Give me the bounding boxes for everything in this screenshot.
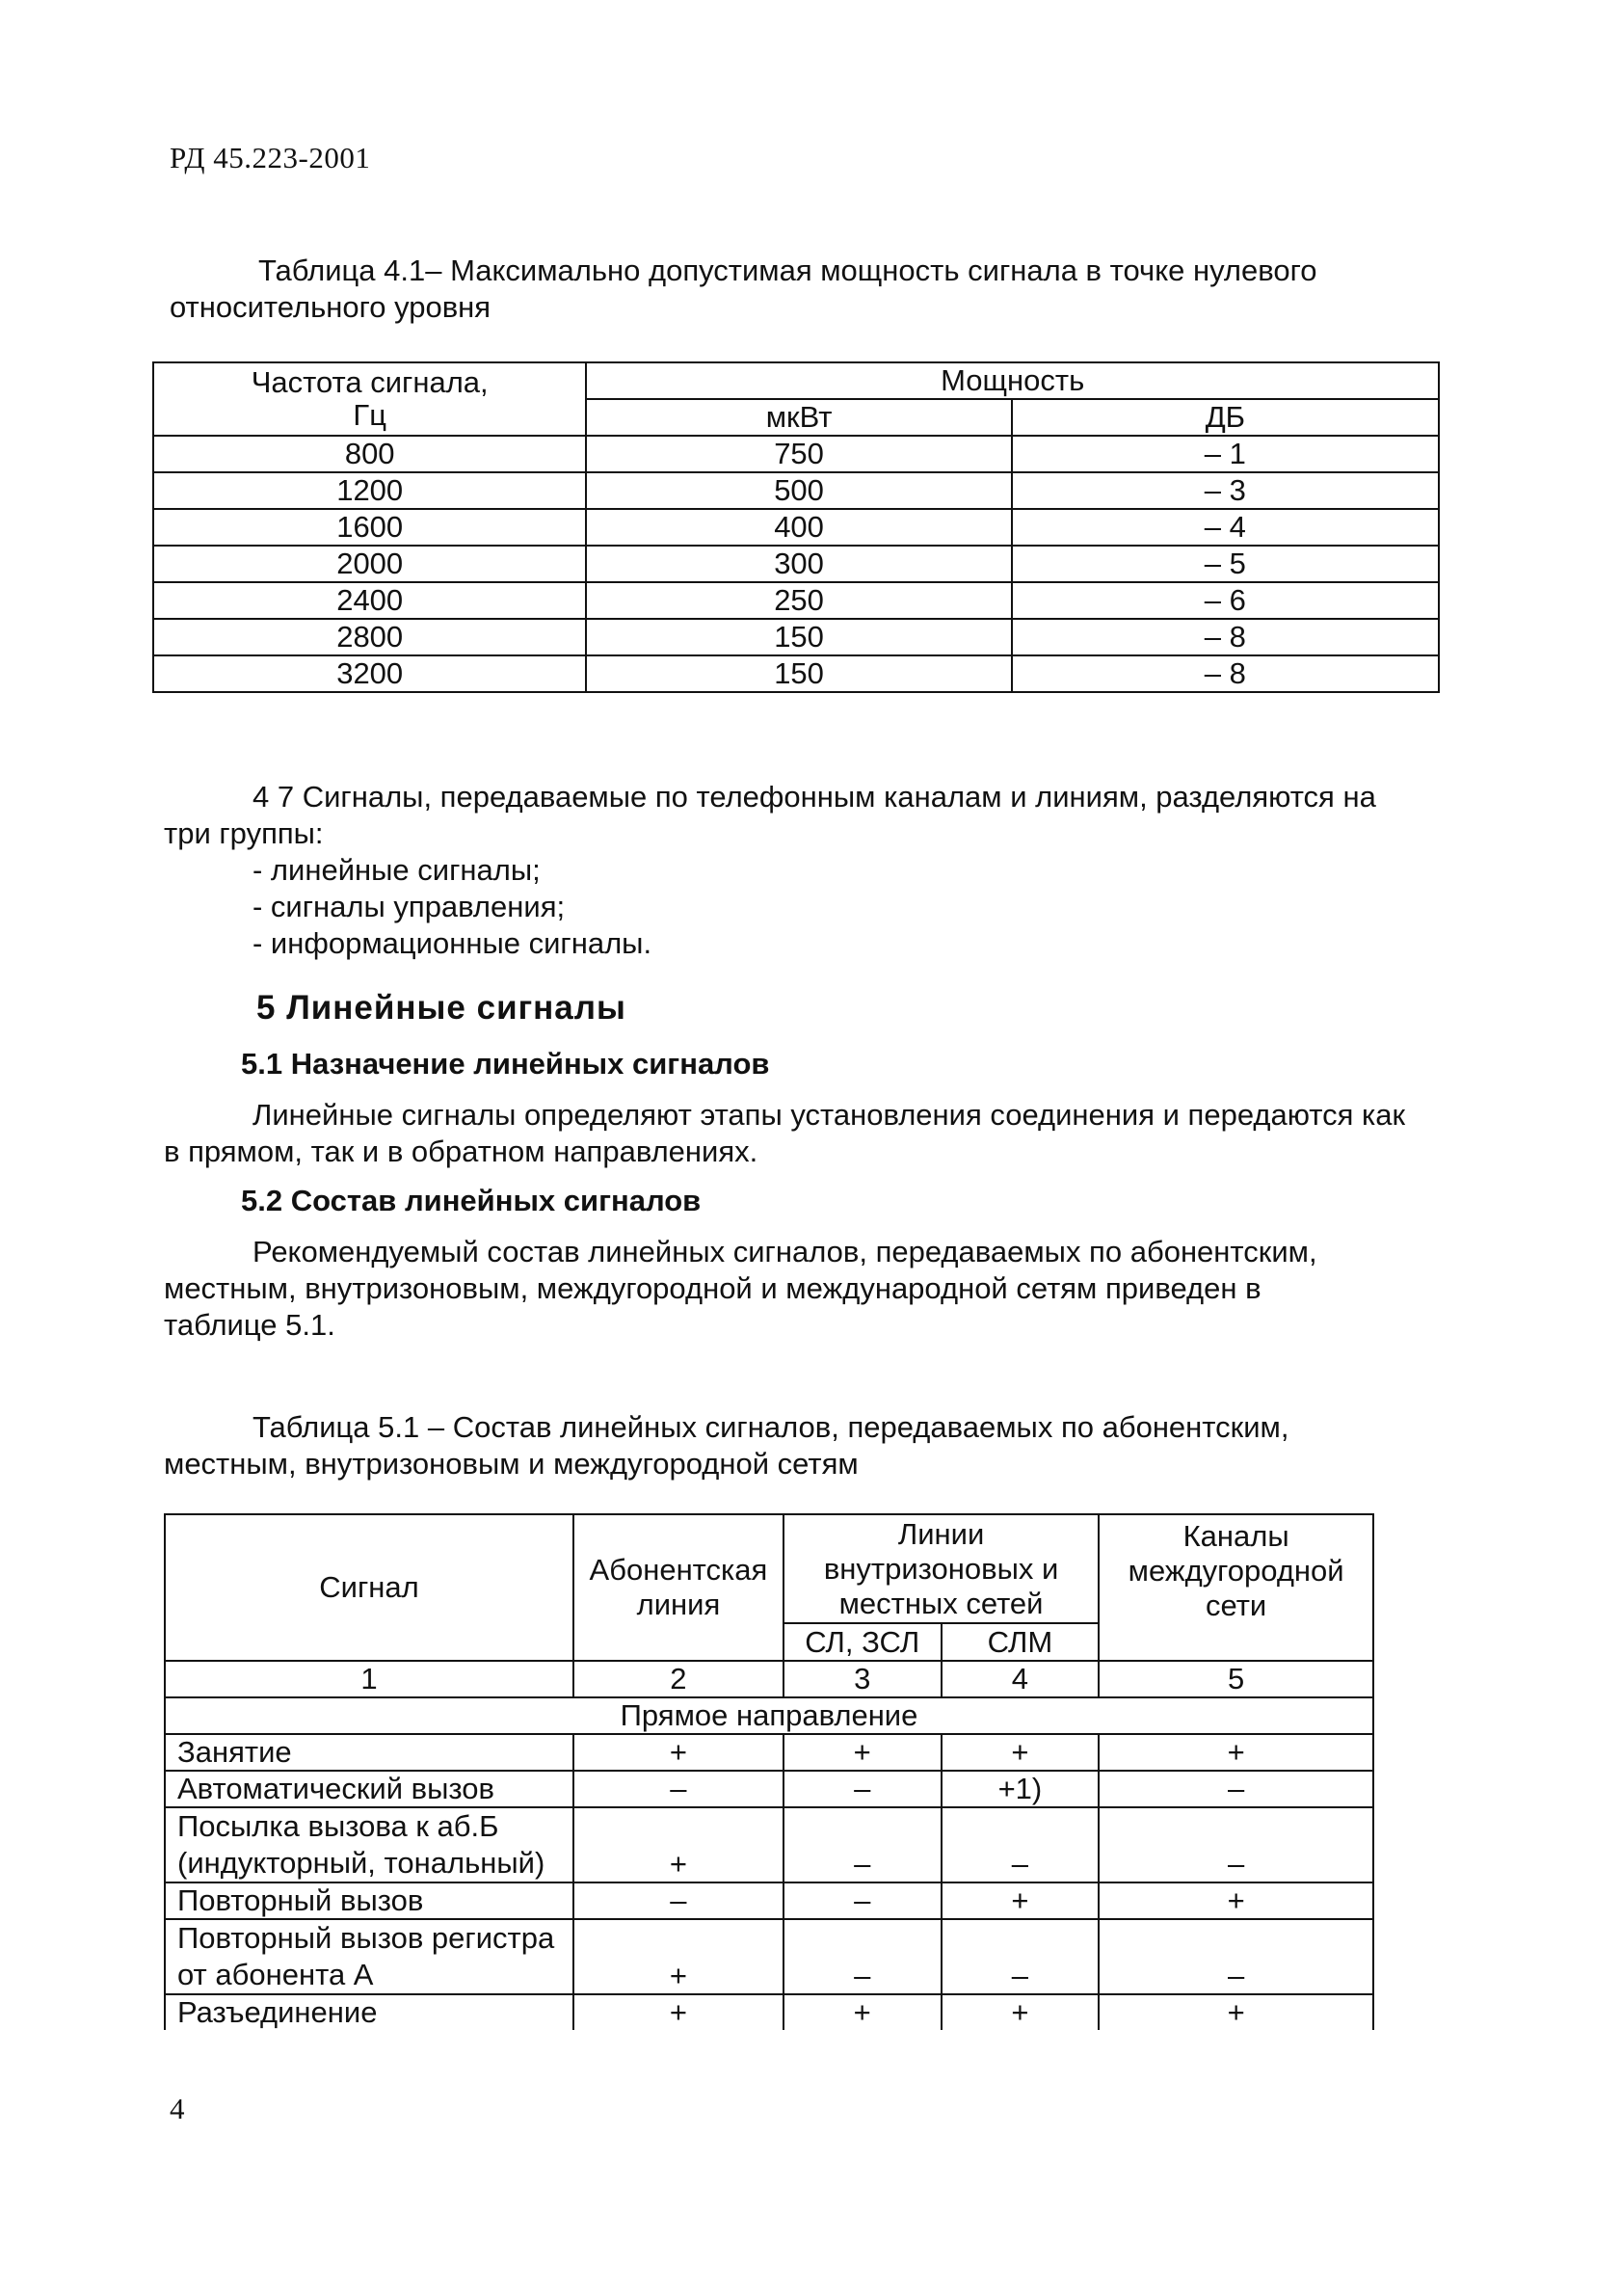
table-row [153,509,1439,546]
table51-caption-line2: местным, внутризоновым и междугородной сетям [164,1447,859,1481]
table51-cell: + [573,1807,783,1882]
table41-freq: 1600 [153,509,586,546]
table51-signal-name: Автоматический вызов [165,1771,573,1807]
table51-cell: + [942,1734,1100,1771]
table41-mkw: 400 [586,509,1011,546]
table51-cell: + [1099,1882,1373,1919]
table-row [165,1994,1373,2030]
table41-head-frequency-line1: Частота сигнала, [251,365,489,399]
document-code: РД 45.223-2001 [170,141,371,174]
table51-cell: – [1099,1771,1373,1807]
subsection-5-2-line3: таблице 5.1. [164,1308,335,1342]
table41-head-db: ДБ [1012,399,1439,436]
table51-cell: – [1099,1807,1373,1882]
subsection-5-1-line1: Линейные сигналы определяют этапы установления соединения и передаются как [252,1098,1406,1132]
table41-mkw: 250 [586,582,1011,619]
table41-head-frequency-line2: Гц [353,398,386,432]
table-row [165,1734,1373,1771]
table51-signal-name-line2: (индукторный, тональный) [177,1846,545,1880]
table41-freq: 2400 [153,582,586,619]
table41-caption [170,253,1427,326]
table-row [153,619,1439,655]
table51-col-num: 2 [573,1661,783,1697]
table51-head-signal: Сигнал [165,1514,573,1661]
section-title: 5 Линейные сигналы [256,989,626,1027]
table41-db: – 8 [1012,655,1439,692]
subsection-5-1-text [164,1097,1426,1170]
table-row [153,436,1439,472]
table41-mkw: 150 [586,655,1011,692]
subsection-title-5-1: 5.1 Назначение линейных сигналов [241,1047,770,1081]
paragraph-4-7-line1: 4 7 Сигналы, передаваемые по телефонным каналам и линиям, разделяются на [252,780,1376,814]
table51-head-lines [783,1514,1099,1623]
table41-freq: 800 [153,436,586,472]
table51-head-subscriber-line-2: линия [636,1588,721,1621]
table51-cell: + [942,1994,1100,2030]
table41-db: – 1 [1012,436,1439,472]
table-row [165,1807,1373,1882]
table51-cell: + [573,1919,783,1994]
table41-mkw: 300 [586,546,1011,582]
table51-cell: + [783,1994,942,2030]
table-4-1 [152,361,1440,693]
table51-signal-name-line1: Повторный вызов регистра [177,1921,555,1955]
table51-cell: – [1099,1919,1373,1994]
table-row [165,1919,1373,1994]
table-row [153,655,1439,692]
paragraph-4-7-line2: три группы: [164,816,324,850]
table51-head-channels-2: междугородной [1128,1554,1344,1588]
table51-head-subscriber-line-1: Абонентская [589,1553,768,1587]
subsection-5-2-text [164,1234,1426,1344]
table41-caption-line2: относительного уровня [170,290,491,324]
table41-freq: 2000 [153,546,586,582]
table51-head-lines-2: внутризоновых и [823,1551,1059,1586]
table41-db: – 5 [1012,546,1439,582]
table41-freq: 3200 [153,655,586,692]
table51-head-channels-1: Каналы [1182,1519,1289,1553]
subsection-title-5-2: 5.2 Состав линейных сигналов [241,1184,702,1217]
table51-cell: – [942,1919,1100,1994]
table51-cell: + [573,1994,783,2030]
table51-signal-name: Занятие [165,1734,573,1771]
table41-mkw: 500 [586,472,1011,509]
table51-signal-name-line2: от абонента А [177,1958,374,1991]
table51-cell: + [942,1882,1100,1919]
table51-cell: – [783,1771,942,1807]
table51-column-numbers [165,1661,1373,1697]
table41-caption-line1: Таблица 4.1– Максимально допустимая мощность сигнала в точке нулевого [258,254,1317,287]
table-row [153,472,1439,509]
table51-cell: + [1099,1734,1373,1771]
table41-head-mkw: мкВт [586,399,1011,436]
page-number: 4 [170,2092,185,2125]
table51-col-num: 3 [783,1661,942,1697]
table51-cell: – [573,1882,783,1919]
table51-col-num: 4 [942,1661,1100,1697]
table41-mkw: 750 [586,436,1011,472]
table-row [153,582,1439,619]
table51-cell: – [783,1882,942,1919]
table51-head-slm: СЛМ [942,1623,1100,1661]
subsection-5-2-line2: местным, внутризоновым, междугородной и международной сетям приведен в [164,1271,1261,1305]
list-item: - информационные сигналы. [252,926,652,960]
table51-head-lines-3: местных сетей [838,1586,1044,1620]
table-5-1 [164,1513,1374,2030]
table51-col-num: 5 [1099,1661,1373,1697]
table51-signal-name: Повторный вызов [165,1882,573,1919]
table41-db: – 6 [1012,582,1439,619]
paragraph-4-7 [164,779,1426,852]
table41-db: – 8 [1012,619,1439,655]
table51-cell: – [942,1807,1100,1882]
subsection-5-1-line2: в прямом, так и в обратном направлениях. [164,1135,758,1168]
table51-cell: + [1099,1994,1373,2030]
table-row [165,1882,1373,1919]
table51-head-sl-zsl: СЛ, ЗСЛ [783,1623,942,1661]
table51-cell: +1) [942,1771,1100,1807]
table51-caption-line1: Таблица 5.1 – Состав линейных сигналов, передаваемых по абонентским, [252,1410,1289,1444]
table41-mkw: 150 [586,619,1011,655]
table51-head-lines-1: Линии [897,1516,985,1551]
table41-db: – 4 [1012,509,1439,546]
table51-direction-row: Прямое направление [165,1697,1373,1734]
table51-signal-name [165,1919,573,1994]
table41-db: – 3 [1012,472,1439,509]
table51-cell: + [783,1734,942,1771]
table51-cell: – [783,1919,942,1994]
table51-cell: – [783,1807,942,1882]
table51-head-channels [1099,1514,1373,1661]
subsection-5-2-line1: Рекомендуемый состав линейных сигналов, передаваемых по абонентским, [252,1235,1317,1268]
table51-signal-name-line1: Посылка вызова к аб.Б [177,1809,499,1843]
table51-signal-name: Разъединение [165,1994,573,2030]
table51-head-channels-3: сети [1206,1589,1267,1622]
table51-head-subscriber-line [573,1514,783,1661]
table51-col-num: 1 [165,1661,573,1697]
table51-caption [164,1409,1426,1482]
table41-freq: 1200 [153,472,586,509]
table51-cell: – [573,1771,783,1807]
table41-head-power: Мощность [586,362,1439,399]
table51-signal-name [165,1807,573,1882]
table-row [153,546,1439,582]
table41-head-frequency [153,362,586,436]
list-item: - сигналы управления; [252,890,566,923]
table51-cell: + [573,1734,783,1771]
table41-freq: 2800 [153,619,586,655]
list-item: - линейные сигналы; [252,853,541,887]
table-row [165,1771,1373,1807]
